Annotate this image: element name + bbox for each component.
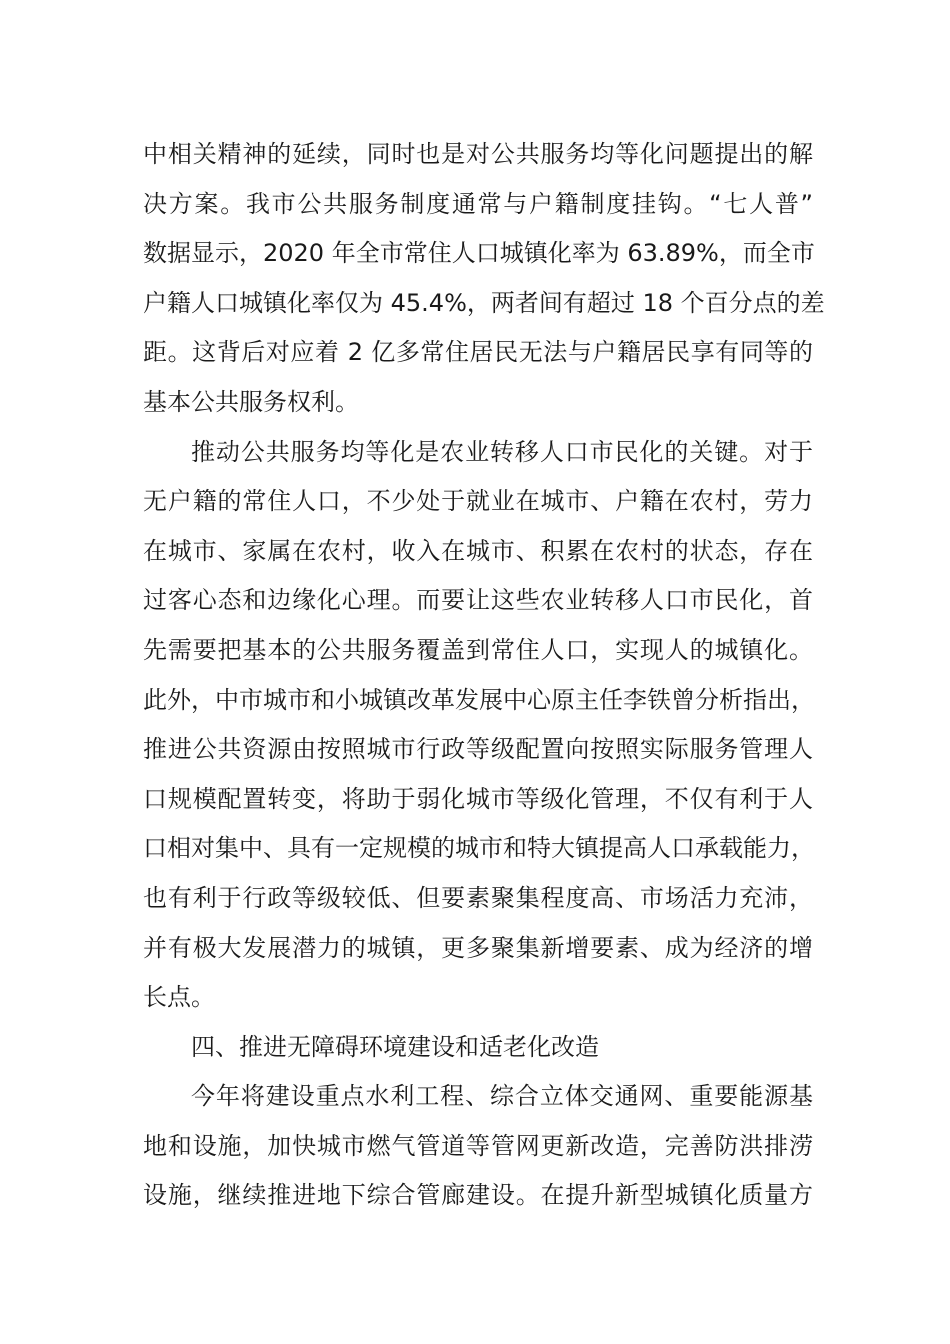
text-line: 地和设施，加快城市燃气管道等管网更新改造，完善防洪排涝 — [143, 1131, 813, 1160]
text-line: 过客心态和边缘化心理。而要让这些农业转移人口市民化，首 — [143, 586, 813, 615]
text-line: 基本公共服务权利。 — [143, 387, 359, 416]
text-line: 无户籍的常住人口，不少处于就业在城市、户籍在农村，劳力 — [143, 487, 813, 516]
text-line: 设施，继续推进地下综合管廊建设。在提升新型城镇化质量方 — [143, 1181, 813, 1210]
text-line: 户籍人口城镇化率仅为 45.4%，两者间有超过 18 个百分点的差 — [143, 288, 825, 317]
section-heading: 四、推进无障碍环境建设和适老化改造 — [191, 1032, 599, 1061]
text-line: 此外，中市城市和小城镇改革发展中心原主任李铁曾分析指出， — [143, 685, 815, 714]
text-line: 数据显示，2020 年全市常住人口城镇化率为 63.89%，而全市 — [143, 239, 815, 268]
text-line: 也有利于行政等级较低、但要素聚集程度高、市场活力充沛， — [143, 883, 813, 912]
text-line: 距。这背后对应着 2 亿多常住居民无法与户籍居民享有同等的 — [143, 338, 813, 367]
text-line: 中相关精神的延续，同时也是对公共服务均等化问题提出的解 — [143, 140, 813, 168]
text-line: 今年将建设重点水利工程、综合立体交通网、重要能源基 — [191, 1082, 813, 1111]
body-text — [143, 130, 825, 1221]
text-line: 决方案。我市公共服务制度通常与户籍制度挂钩。“七人普” — [143, 189, 813, 218]
text-line: 推进公共资源由按照城市行政等级配置向按照实际服务管理人 — [143, 735, 813, 764]
text-line: 口相对集中、具有一定规模的城市和特大镇提高人口承载能力， — [143, 834, 815, 863]
text-line: 长点。 — [143, 983, 215, 1012]
text-line: 并有极大发展潜力的城镇，更多聚集新增要素、成为经济的增 — [143, 933, 813, 962]
text-line: 推动公共服务均等化是农业转移人口市民化的关键。对于 — [191, 437, 813, 466]
text-line: 在城市、家属在农村，收入在城市、积累在农村的状态，存在 — [143, 536, 813, 565]
text-line: 先需要把基本的公共服务覆盖到常住人口，实现人的城镇化。 — [143, 635, 813, 664]
text-line: 口规模配置转变，将助于弱化城市等级化管理，不仅有利于人 — [143, 784, 813, 813]
